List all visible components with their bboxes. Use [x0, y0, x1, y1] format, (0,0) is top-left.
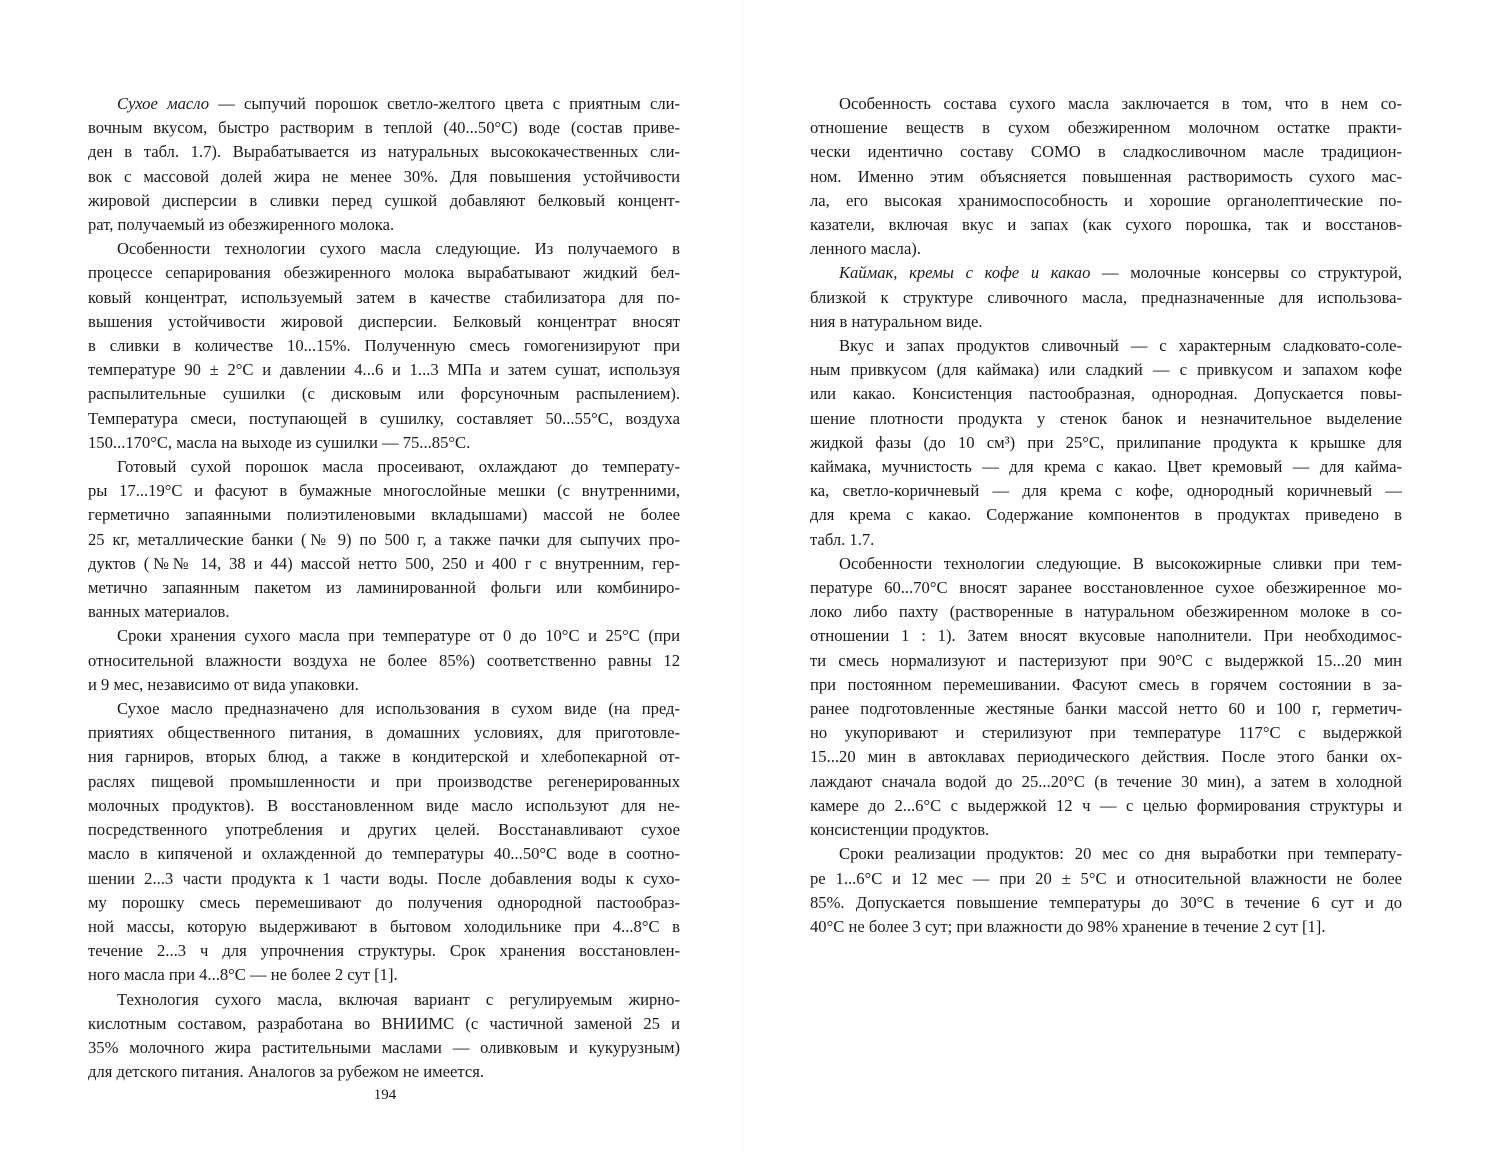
paragraph [88, 697, 680, 987]
line-text: но укупоривают и стерилизуют при температуре 117°С с выдержкой [810, 723, 1402, 743]
text-line [810, 431, 1402, 455]
text-line [810, 286, 1402, 310]
line-text: 150...170°С, масла на выходе из сушилки — 75...85°С. [88, 432, 471, 452]
text-line [88, 213, 680, 237]
line-text: Сухое масло предназначено для использования в сухом виде (на пред- [117, 699, 680, 719]
line-text: Особенности технологии сухого масла следующие. Из получаемого в [117, 239, 680, 259]
line-text: масло в кипяченой и охлажденной до температуры 40...50°С воде в соотно- [88, 844, 680, 864]
line-text: ния гарниров, вторых блюд, а также в кондитерской и хлебопекарной от- [88, 747, 680, 767]
text-line [810, 721, 1402, 745]
text-line [810, 503, 1402, 527]
text-line [88, 891, 680, 915]
text-line [88, 794, 680, 818]
text-line [810, 673, 1402, 697]
text-line [88, 382, 680, 406]
line-text: му порошку смесь перемешивают до получения однородной пастообраз- [88, 892, 680, 912]
line-text: распылительные сушилки (с дисковым или форсуночным распылением). [88, 384, 680, 404]
text-line [810, 842, 1402, 866]
text-line [88, 576, 680, 600]
term-title: Каймак, кремы с кофе и какао [839, 263, 1091, 283]
line-text: ванных материалов. [88, 602, 230, 622]
left-page [88, 92, 680, 1084]
text-line [88, 334, 680, 358]
line-text: Особенность состава сухого масла заключается в том, что в нем со- [839, 94, 1402, 113]
text-line [810, 649, 1402, 673]
text-line [810, 600, 1402, 624]
term-title: Сухое масло [117, 94, 210, 113]
line-text: локо либо пахту (растворенные в натуральном обезжиренном молоке в со- [810, 602, 1402, 622]
line-text: Сроки хранения сухого масла при температуре от 0 до 10°С и 25°С (при [117, 626, 680, 646]
text-line [810, 213, 1402, 237]
line-text: ной массы, которую выдерживают в бытовом холодильнике при 4...8°С в [88, 916, 680, 936]
text-line [810, 745, 1402, 769]
text-line [810, 358, 1402, 382]
line-text: пературе 60...70°С вносят заранее восстановленное сухое обезжиренное мо- [810, 578, 1402, 598]
text-line [88, 915, 680, 939]
line-text: камере до 2...6°С с выдержкой 12 ч — с целью формирования структуры и [810, 795, 1402, 815]
text-line [88, 189, 680, 213]
text-line [810, 576, 1402, 600]
text-line [88, 165, 680, 189]
text-line [810, 455, 1402, 479]
line-text: — сыпучий порошок светло-желтого цвета с приятным сли- [209, 94, 680, 113]
line-text: 85%. Допускается повышение температуры до 30°С в течение 6 сут и до [810, 892, 1402, 912]
text-line [810, 624, 1402, 648]
line-text: дуктов (№№ 14, 38 и 44) массой нетто 500, 250 и 400 г с внутренним, гер- [88, 553, 680, 573]
text-line [88, 310, 680, 334]
text-line [88, 479, 680, 503]
text-line [88, 286, 680, 310]
text-line [88, 697, 680, 721]
text-line [88, 431, 680, 455]
line-text: ла, его высокая хранимоспособность и хорошие органолептические по- [810, 190, 1402, 210]
line-text: лаждают сначала водой до 25...20°С (в течение 30 мин), а затем в холодной [810, 771, 1402, 791]
line-text: ного масла при 4...8°С — не более 2 сут [1]. [88, 965, 398, 985]
text-line [88, 358, 680, 382]
paragraph [810, 552, 1402, 842]
line-text: консистенции продуктов. [810, 820, 990, 840]
line-text: Особенности технологии следующие. В высокожирные сливки при тем- [839, 553, 1402, 573]
line-text: ленного масла). [810, 239, 921, 259]
text-line [88, 1060, 680, 1084]
line-text: для детского питания. Аналогов за рубежом не имеется. [88, 1062, 484, 1082]
text-line [810, 140, 1402, 164]
line-text: ния в натуральном виде. [810, 311, 983, 331]
line-text: ка, светло-коричневый — для крема с кофе, однородный коричневый — [810, 481, 1402, 501]
line-text: Готовый сухой порошок масла просеивают, охлаждают до температу- [117, 457, 680, 477]
text-line [88, 455, 680, 479]
paragraph [810, 842, 1402, 939]
line-text: ном. Именно этим объясняется повышенная растворимость сухого мас- [810, 166, 1402, 186]
line-text: посредственного употребления и других целей. Восстанавливают сухое [88, 820, 680, 840]
text-line [88, 770, 680, 794]
line-text: при постоянном перемешивании. Фасуют смесь в горячем состоянии в за- [810, 674, 1402, 694]
page-gutter [742, 0, 744, 1152]
text-line [88, 1012, 680, 1036]
text-line [810, 794, 1402, 818]
page-number: 194 [373, 1087, 397, 1103]
text-line [810, 92, 1402, 116]
line-text: Технология сухого масла, включая вариант с регулируемым жирно- [117, 989, 680, 1009]
text-line [810, 552, 1402, 576]
line-text: ковый концентрат, используемый затем в качестве стабилизатора для по- [88, 287, 680, 307]
text-line [88, 963, 680, 987]
text-line [88, 745, 680, 769]
line-text: Сроки реализации продуктов: 20 мес со дня выработки при температу- [839, 844, 1402, 864]
text-line [88, 988, 680, 1012]
text-line [88, 673, 680, 697]
line-text: ре 1...6°С и 12 мес — при 20 ± 5°С и относительной влажности не более [810, 868, 1402, 888]
line-text: ным привкусом (для каймака) или сладкий — с привкусом и запахом кофе [810, 360, 1402, 380]
line-text: рат, получаемый из обезжиренного молока. [88, 215, 395, 235]
text-line [88, 1036, 680, 1060]
line-text: вок с массовой долей жира не менее 30%. Для повышения устойчивости [88, 166, 680, 186]
text-line [88, 721, 680, 745]
paragraph [88, 92, 680, 237]
text-line [88, 140, 680, 164]
text-line [88, 842, 680, 866]
line-text: казатели, включая вкус и запах (как сухого порошка, так и восстанов- [810, 215, 1402, 235]
text-line [88, 528, 680, 552]
text-line [810, 116, 1402, 140]
text-line [810, 697, 1402, 721]
line-text: или какао. Консистенция пастообразная, однородная. Допускается повы- [810, 384, 1402, 404]
line-text: близкой к структуре сливочного масла, предназначенные для использова- [810, 287, 1402, 307]
line-text: 15...20 мин в автоклавах периодического действия. После этого банки ох- [810, 747, 1402, 767]
text-line [88, 649, 680, 673]
right-page [810, 92, 1402, 939]
text-line [88, 503, 680, 527]
line-text: течение 2...3 ч для упрочнения структуры. Срок хранения восстановлен- [88, 941, 680, 961]
text-line [810, 528, 1402, 552]
text-line [810, 479, 1402, 503]
paragraph [88, 455, 680, 624]
line-text: и 9 мес, независимо от вида упаковки. [88, 674, 359, 694]
text-line [88, 116, 680, 140]
line-text: в сливки в количестве 10...15%. Полученную смесь гомогенизируют при [88, 336, 680, 356]
line-text: вышения устойчивости жировой дисперсии. Белковый концентрат вносят [88, 311, 680, 331]
line-text: 25 кг, металлические банки (№ 9) по 500 г, а также пачки для сыпучих про- [88, 529, 680, 549]
line-text: кислотным составом, разработана во ВНИИМС (с частичной заменой 25 и [88, 1013, 680, 1033]
text-line [88, 624, 680, 648]
line-text: чески идентично составу СОМО в сладкосливочном масле традицион- [810, 142, 1402, 162]
text-line [88, 818, 680, 842]
line-text: Температура смеси, поступающей в сушилку, составляет 50...55°С, воздуха [88, 408, 680, 428]
line-text: приятиях общественного питания, в домашних условиях, для приготовле- [88, 723, 680, 743]
line-text: шении 2...3 части продукта к 1 части воды. После добавления воды к сухо- [88, 868, 680, 888]
text-line [810, 261, 1402, 285]
paragraph [810, 334, 1402, 552]
text-line [88, 552, 680, 576]
line-text: жировой дисперсии в сливки перед сушкой добавляют белковый концент- [88, 190, 680, 210]
paragraph [810, 92, 1402, 261]
paragraph [88, 237, 680, 455]
text-line [810, 382, 1402, 406]
line-text: жидкой фазы (до 10 см³) при 25°С, прилипание продукта к крышке для [810, 432, 1402, 452]
line-text: молочных продуктов). В восстановленном виде масло используют для не- [88, 795, 680, 815]
text-line [88, 92, 680, 116]
line-text: ры 17...19°С и фасуют в бумажные многослойные мешки (с внутренними, [88, 481, 680, 501]
line-text: температуре 90 ± 2°С и давлении 4...6 и 1...3 МПа и затем сушат, используя [88, 360, 680, 380]
text-line [810, 867, 1402, 891]
text-line [88, 867, 680, 891]
line-text: — молочные консервы со структурой, [1090, 263, 1402, 283]
line-text: герметично запаянными полиэтиленовыми вкладышами) массой не более [88, 505, 680, 525]
text-line [88, 261, 680, 285]
text-line [88, 237, 680, 261]
text-line [810, 770, 1402, 794]
paragraph [810, 261, 1402, 334]
line-text: ти смесь нормализуют и пастеризуют при 90°С с выдержкой 15...20 мин [810, 650, 1402, 670]
text-line [810, 407, 1402, 431]
line-text: относительной влажности воздуха не более 85%) соответственно равны 12 [88, 650, 680, 670]
line-text: ранее подготовленные жестяные банки массой нетто 60 и 100 г, герметич- [810, 699, 1402, 719]
line-text: метично запаянным пакетом из ламинированной фольги или комбиниро- [88, 578, 680, 598]
line-text: для крема с какао. Содержание компонентов в продуктах приведено в [810, 505, 1402, 525]
paragraph [88, 988, 680, 1085]
text-line [88, 407, 680, 431]
text-line [810, 818, 1402, 842]
text-line [810, 237, 1402, 261]
text-line [810, 915, 1402, 939]
text-line [810, 310, 1402, 334]
line-text: 40°С не более 3 сут; при влажности до 98% хранение в течение 2 сут [1]. [810, 916, 1326, 936]
line-text: раслях пищевой промышленности и при производстве регенерированных [88, 771, 680, 791]
line-text: Вкус и запах продуктов сливочный — с характерным сладковато-соле- [839, 336, 1402, 356]
line-text: процессе сепарирования обезжиренного молока вырабатывают жидкий бел- [88, 263, 680, 283]
line-text: табл. 1.7. [810, 529, 875, 549]
text-line [810, 165, 1402, 189]
text-line [88, 939, 680, 963]
text-line [810, 189, 1402, 213]
line-text: каймака, мучнистость — для крема с какао. Цвет кремовый — для кайма- [810, 457, 1402, 477]
line-text: ден в табл. 1.7). Вырабатывается из натуральных высококачественных сли- [88, 142, 680, 162]
line-text: шение плотности продукта у стенок банок и незначительное выделение [810, 408, 1402, 428]
line-text: отношении 1 : 1). Затем вносят вкусовые наполнители. При необходимос- [810, 626, 1402, 646]
line-text: вочным вкусом, быстро растворим в теплой (40...50°С) воде (состав приве- [88, 118, 680, 138]
text-line [810, 334, 1402, 358]
line-text: отношение веществ в сухом обезжиренном молочном остатке практи- [810, 118, 1402, 138]
line-text: 35% молочного жира растительными маслами — оливковым и кукурузным) [88, 1037, 680, 1057]
paragraph [88, 624, 680, 697]
text-line [810, 891, 1402, 915]
text-line [88, 600, 680, 624]
